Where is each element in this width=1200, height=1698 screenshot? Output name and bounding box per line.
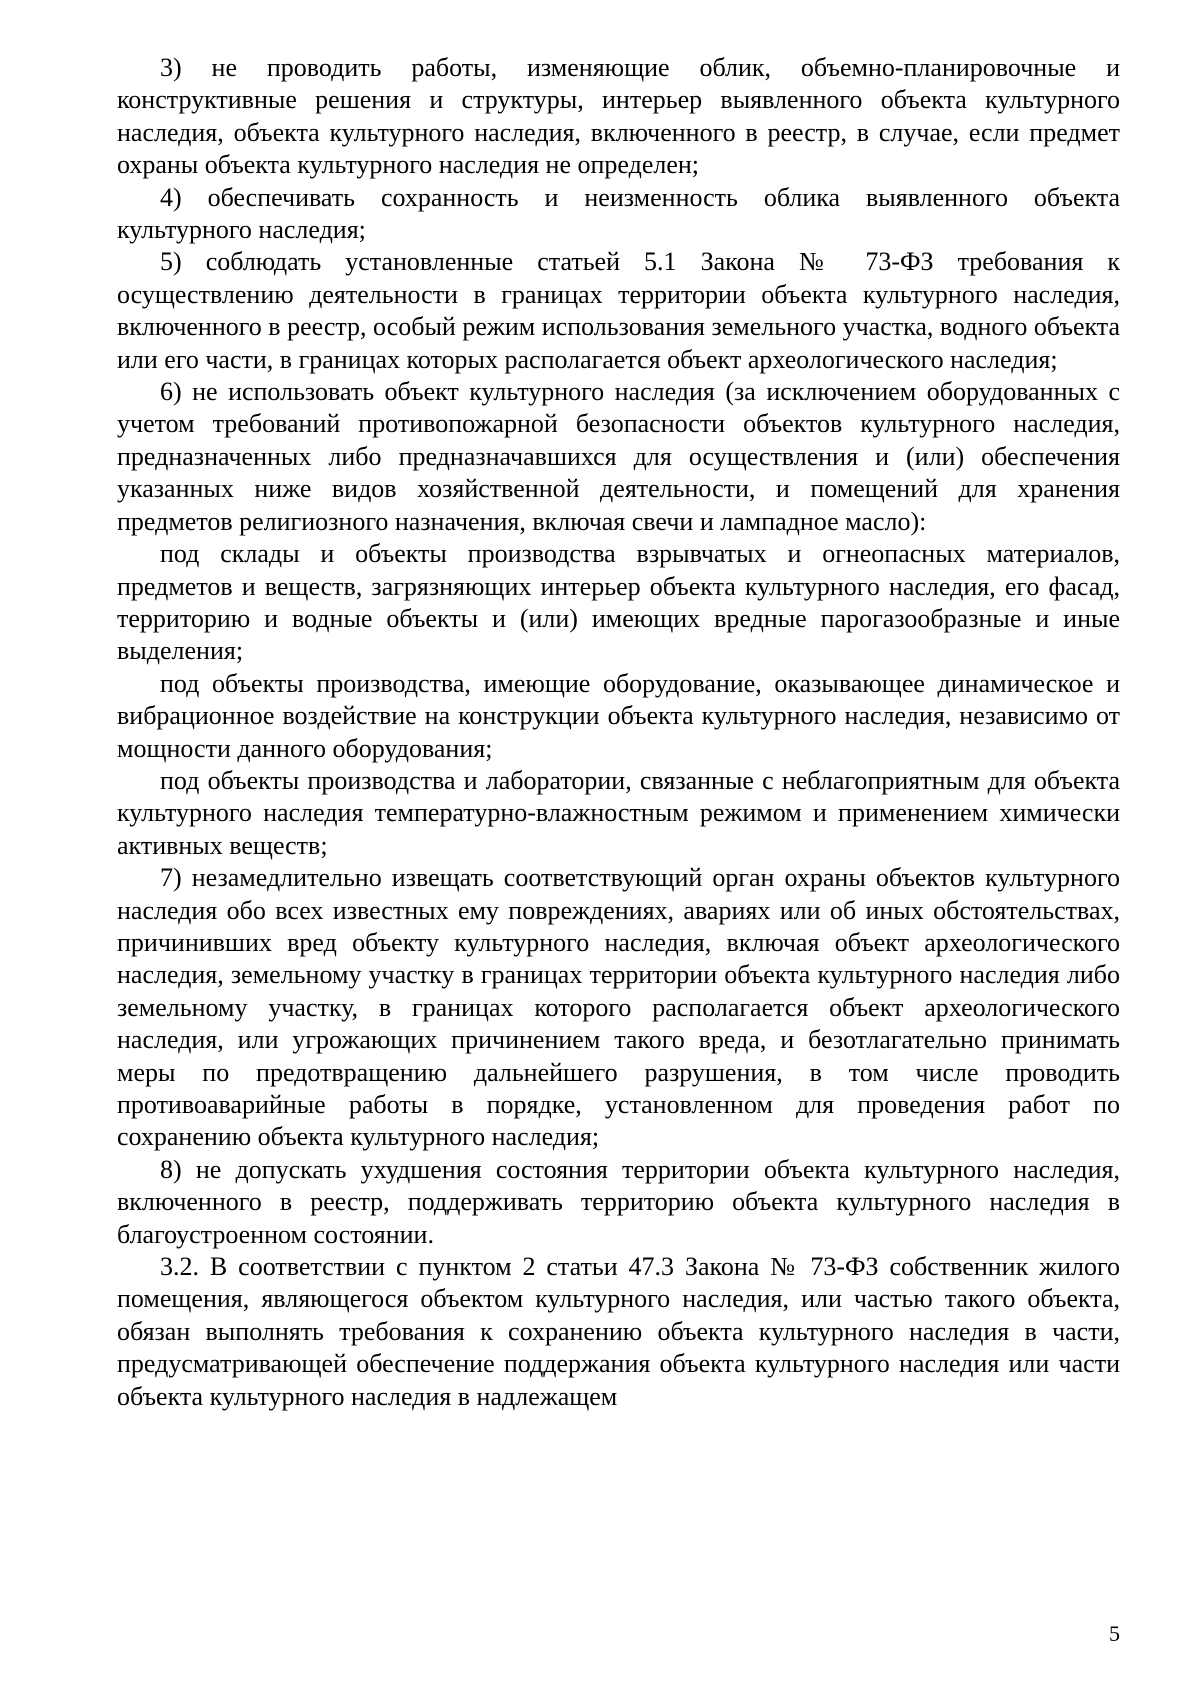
- paragraph-item-8: 8) не допускать ухудшения состояния территории объекта культурного наследия, включенного в реестр, поддерживать территорию объекта культурного наследия в благоустроенном состоянии.: [117, 1154, 1120, 1249]
- document-body: [117, 52, 1120, 1413]
- page-number: 5: [1109, 1621, 1120, 1646]
- paragraph-subitem-storage: под склады и объекты производства взрывчатых и огнеопасных материалов, предметов и веществ, загрязняющих интерьер объекта культурного наследия, его фасад, территорию и водные объекты и (или) имеющих вредные парогазообразные и иные выделения;: [117, 539, 1120, 666]
- paragraph-item-3: 3) не проводить работы, изменяющие облик, объемно-планировочные и конструктивные решения и структуры, интерьер выявленного объекта культурного наследия, объекта культурного наследия, включенного в реестр, в случае, если предмет охраны объекта культурного наследия не определен;: [117, 53, 1120, 180]
- paragraph-item-6: 6) не использовать объект культурного наследия (за исключением оборудованных с учетом требований противопожарной безопасности объектов культурного наследия, предназначенных либо предназначавшихся для осуществления и (или) обеспечения указанных ниже видов хозяйственной деятельности, и помещений для хранения предметов религиозного назначения, включая свечи и лампадное масло):: [117, 377, 1120, 536]
- paragraph-section-3-2: 3.2. В соответствии с пунктом 2 статьи 47.3 Закона № 73-ФЗ собственник жилого помещения, являющегося объектом культурного наследия, или частью такого объекта, обязан выполнять требования к сохранению объекта культурного наследия в части, предусматривающей обеспечение поддержания объекта культурного наследия или части объекта культурного наследия в надлежащем: [117, 1252, 1120, 1411]
- paragraph-subitem-laboratories: под объекты производства и лаборатории, связанные с неблагоприятным для объекта культурного наследия температурно-влажностным режимом и применением химически активных веществ;: [117, 765, 1120, 860]
- paragraph-item-4: 4) обеспечивать сохранность и неизменность облика выявленного объекта культурного наследия;: [117, 182, 1120, 245]
- paragraph-item-7: 7) незамедлительно извещать соответствующий орган охраны объектов культурного наследия обо всех известных ему повреждениях, авариях или об иных обстоятельствах, причинивших вред объекту культурного наследия, включая объект археологического наследия, земельному участку в границах территории объекта культурного наследия либо земельному участку, в границах которого располагается объект археологического наследия, или угрожающих причинением такого вреда, и безотлагательно принимать меры по предотвращению дальнейшего разрушения, в том числе проводить противоаварийные работы в порядке, установленном для проведения работ по сохранению объекта культурного наследия;: [117, 863, 1120, 1152]
- paragraph-subitem-vibration: под объекты производства, имеющие оборудование, оказывающее динамическое и вибрационное воздействие на конструкции объекта культурного наследия, независимо от мощности данного оборудования;: [117, 668, 1120, 763]
- paragraph-item-5: 5) соблюдать установленные статьей 5.1 Закона № 73-ФЗ требования к осуществлению деятельности в границах территории объекта культурного наследия, включенного в реестр, особый режим использования земельного участка, водного объекта или его части, в границах которых располагается объект археологического наследия;: [117, 247, 1120, 374]
